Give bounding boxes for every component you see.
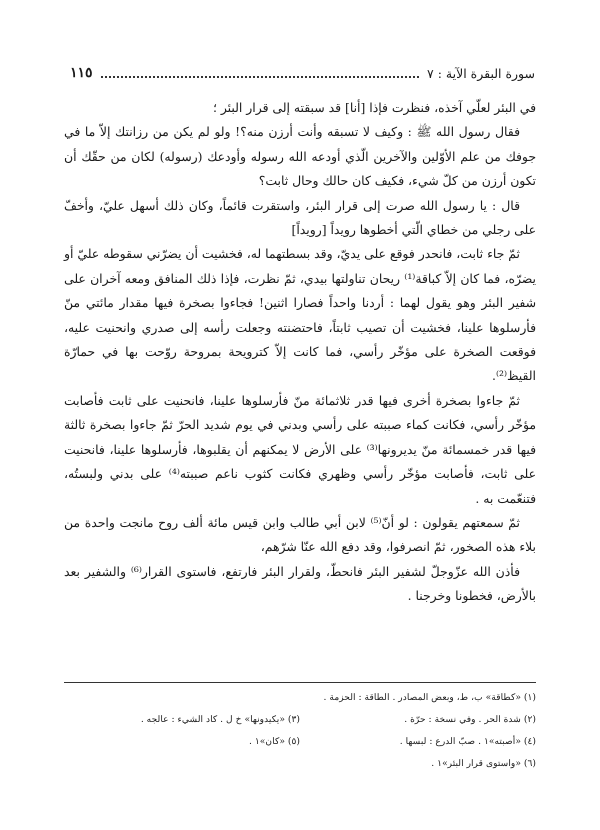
paragraph: فأذن الله عزّوجلّ لشفير البئر فانحطّ، ولقرار البئر فارتفع، فاستوى القرار⁽⁶⁾ والشفير بعد بالأرض، فخطونا وخرجنا . (64, 563, 536, 604)
main-text (64, 96, 536, 609)
paragraph: فقال رسول الله ﷺ : وكيف لا تسبقه وأنت أرزن منه؟! ولو لم يكن من رزانتك إلاّ ما في جوفك من علم الأوّلين والآخرين الّذي أودعه الله رسوله وأودعك (رسوله) لكان من حقّك أن تكون أرزن من كلّ شيء، فكيف كان حالك وحال ثابت؟ (64, 124, 536, 189)
footnote-5: (٥) «كان»١ . (249, 736, 300, 747)
paragraph: ثمّ سمعتهم يقولون : لو أنّ⁽⁵⁾ لابن أبي طالب وابن قيس مائة ألف روح مانجت واحدة من بلاء هذه الصخور، ثمّ انصرفوا، وقد دفع الله عنّا شرّهم، (64, 514, 536, 555)
footnote-4: (٤) «أصبته»١ . صبّ الدرع : لبسها . (399, 736, 536, 747)
footnote-3: (٣) «يكيدونها» خ ل . كاد الشيء : عالجه . (140, 714, 300, 725)
footnote-row (64, 731, 536, 753)
running-title: سورة البقرة الآية : ٧ (427, 65, 535, 81)
header-dotted-rule (101, 75, 419, 78)
footnote-6: (٦) «واستوى قرار البئر»١ . (431, 758, 536, 769)
paragraph: قال : يا رسول الله صرت إلى قرار البئر، واستقرت قائماً، وكان ذلك أسهل عليّ، وأخفّ على رجلي من خطاي الّتي أخطوها رويداً [رويداً] (64, 197, 536, 238)
footnote-separator (64, 682, 536, 683)
footnotes (64, 687, 536, 775)
footnote-row (64, 753, 536, 775)
footnote-row (64, 687, 536, 709)
paragraph: ثمّ جاءوا بصخرة أخرى فيها قدر ثلاثمائة منّ فأرسلوها علينا، فانحنيت على ثابت فأصابت مؤخّر رأسي، فكانت كماء صببته على رأسي وبدني في يوم شديد الحرّ ثمّ جاءوا بصخرة ثالثة فيها قدر خمسمائة منّ يديرونها⁽³⁾ على الأرض لا يمكنهم أن يقلبوها، فأرسلوها علينا، فانحنيت على ثابت، فأصابت مؤخّر رأسي وظهري فكانت كثوب ناعم صببته⁽⁴⁾ على بدني ولبستُه، فتنعّمت به . (64, 392, 536, 506)
paragraph: في البئر لعلّي آخذه، فنظرت فإذا [أنا] قد سبقته إلى قرار البئر ؛ (212, 100, 536, 115)
page-header (70, 62, 535, 84)
page-number: ١١٥ (70, 65, 93, 81)
footnote-1: (١) «كطاقة» ب، ط، وبعض المصادر . الطاقة : الحزمة . (323, 692, 536, 703)
footnote-2: (٢) شدة الحر . وفي نسخة : حرّة . (404, 714, 536, 725)
paragraph: ثمّ جاء ثابت، فانحدر فوقع على يديّ، وقد بسطتهما له، فخشيت أن يضرّني سقوطه عليّ أو يضرّه، فما كان إلاّ كباقة⁽¹⁾ ريحان تناولتها بيدي، ثمّ نظرت، فإذا ذلك المنافق ومعه آخران على شفير البئر وهو يقول لهما : أردنا واحداً فصارا اثنين! فجاءوا بصخرة فيها مقدار مائتي منّ فأرسلوها علينا، فخشيت أن تصيب ثابتاً، فاحتضنته وجعلت رأسه إلى صدري وانحنيت عليه، فوقعت الصخرة على مؤخّر رأسي، فما كانت إلاّ كترويحة بمروحة روّحت بها في حمارّة القيظ⁽²⁾. (64, 246, 536, 384)
footnote-row (64, 709, 536, 731)
